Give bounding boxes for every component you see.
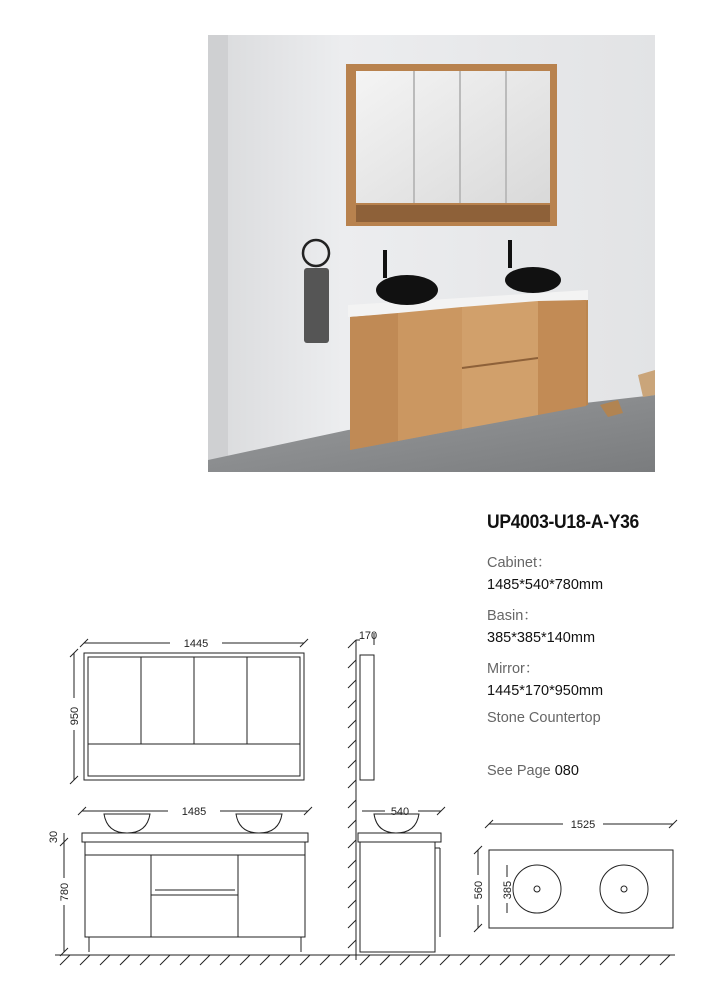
- product-photo: [208, 35, 655, 472]
- dim-top-width: 1525: [570, 819, 596, 831]
- top-view: [489, 850, 673, 928]
- dim-mirror-depth: 170: [358, 630, 378, 642]
- cabinet-value: 1485*540*780mm: [487, 577, 604, 593]
- cabinet-label: Cabinet：: [487, 555, 552, 571]
- mirror-label: Mirror：: [487, 661, 540, 677]
- basin-label: Basin：: [487, 608, 538, 624]
- dim-countertop: 30: [48, 830, 60, 844]
- dim-top-depth: 560: [473, 880, 485, 900]
- dim-basin-diameter: 385: [502, 880, 514, 900]
- technical-drawing: [0, 620, 720, 1000]
- wall-hatch: [348, 640, 356, 948]
- floor-hatch: [60, 955, 670, 965]
- countertop-note: Stone Countertop: [487, 710, 601, 726]
- dim-mirror-width: 1445: [183, 638, 209, 650]
- basin-value: 385*385*140mm: [487, 630, 596, 646]
- dim-cabinet-height: 780: [59, 882, 71, 902]
- see-page-number: 080: [554, 763, 579, 779]
- dim-cabinet-depth: 540: [390, 806, 410, 818]
- dim-cabinet-width: 1485: [181, 806, 207, 818]
- dim-mirror-height: 950: [69, 706, 81, 726]
- model-number: UP4003-U18-A-Y36: [487, 512, 640, 533]
- see-page-label: See Page: [487, 763, 551, 779]
- mirror-value: 1445*170*950mm: [487, 683, 604, 699]
